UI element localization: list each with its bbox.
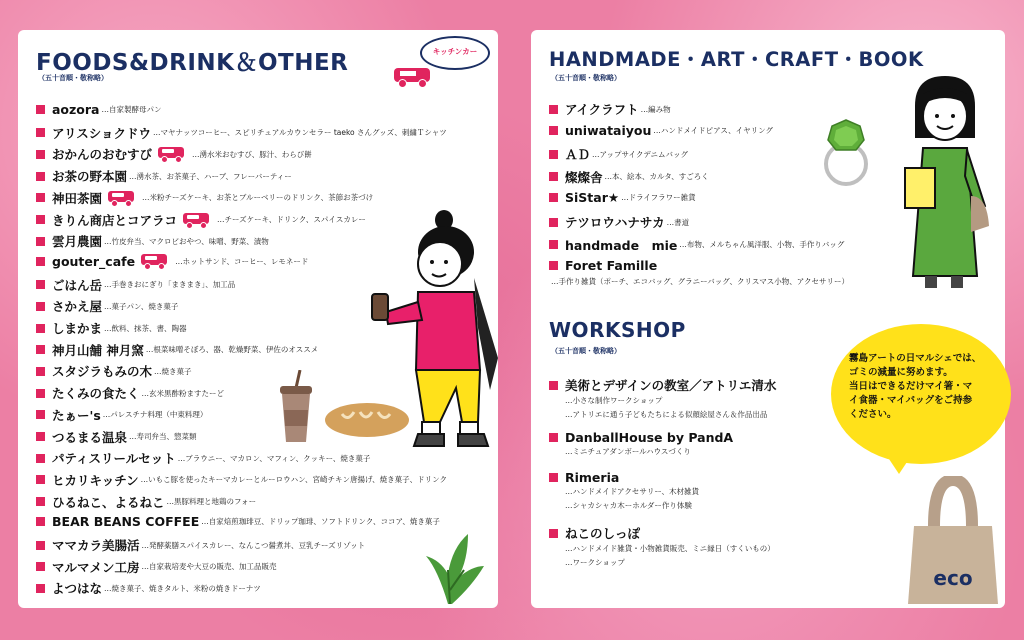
workshop-name: ねこのしっぽ	[565, 526, 641, 541]
vendor-name: よつはな	[52, 581, 103, 597]
bullet-square	[549, 193, 558, 202]
list-item	[36, 428, 197, 446]
vendor-name: ママカラ美腸活	[52, 538, 140, 553]
list-item	[36, 579, 261, 597]
notice-bubble-tail	[887, 456, 911, 474]
bullet-square	[36, 150, 45, 159]
workshop-name: Rimeria	[565, 470, 620, 485]
notice-line: ゴミの減量に努めます。	[849, 367, 953, 378]
list-item	[549, 168, 709, 186]
bullet-square	[549, 126, 558, 135]
list-item	[36, 384, 224, 402]
list-item	[36, 276, 235, 294]
vendor-name: 神月山舗 神月窯	[52, 342, 144, 358]
list-item	[36, 514, 440, 529]
vendor-description: …手巻きおにぎり「まきまき」、加工品	[104, 280, 236, 290]
bullet-square	[36, 172, 45, 181]
kitchen-car-icon	[108, 191, 134, 205]
kitchen-car-icon	[183, 213, 209, 227]
vendor-name: アイクラフト	[565, 102, 639, 117]
vendor-name: ヒカリキッチン	[52, 472, 139, 488]
eco-label: eco	[933, 566, 973, 590]
list-item	[36, 536, 365, 554]
list-item	[36, 232, 269, 250]
kitchen-car-icon	[158, 147, 184, 161]
workshop-header	[549, 524, 775, 542]
vendor-name: スタジラもみの木	[52, 364, 153, 380]
vendor-description: …黒豚料理と地鶏のフォー	[166, 497, 257, 507]
bullet-square	[549, 261, 558, 270]
list-item	[36, 471, 447, 489]
vendor-description: …竹皮弁当、マクロビおやつ、味噌、野菜、漬物	[104, 236, 269, 246]
bullet-square	[36, 280, 45, 289]
bullet-square	[549, 240, 558, 249]
vendor-description: …マヤナッツコーヒー、スピリチュアルカウンセラー taeko さんグッズ、刺繍Ｔシャツ	[153, 128, 447, 138]
spinach-illustration	[418, 530, 488, 606]
vendor-description: …布物、メルちゃん風洋服、小物、手作りバッグ	[679, 240, 845, 250]
vendor-description: …焼き菓子、焼きタルト、米粉の焼きドーナツ	[104, 583, 261, 593]
vendor-name: ごはん岳	[52, 277, 103, 293]
vendor-description: …編み物	[640, 104, 671, 114]
vendor-name: ひるねこ、よるねこ	[52, 494, 165, 510]
vendor-description: …自家栽培麦や大豆の販売、加工品販売	[141, 562, 277, 572]
list-item	[36, 254, 308, 269]
list-item	[36, 362, 192, 380]
vendor-name: マルマメン工房	[52, 559, 140, 575]
vendor-name: ＡＤ	[565, 147, 591, 163]
vendor-description: …チーズケーキ、ドリンク、スパイスカレー	[217, 215, 366, 224]
vendor-description: …自家焙煎珈琲豆、ドリップ珈琲、ソフトドリンク、ココア、焼き菓子	[201, 517, 440, 527]
workshop-header	[549, 376, 776, 394]
workshop-item	[549, 470, 699, 513]
vendor-description: …書道	[666, 217, 690, 227]
girl-with-book-illustration	[895, 76, 991, 296]
vendor-name: gouter_cafe	[52, 253, 136, 269]
vendor-description: …飲料、抹茶、書、陶器	[104, 323, 187, 333]
list-item	[36, 145, 312, 163]
list-item	[549, 213, 689, 231]
handmade-panel	[531, 30, 1005, 608]
vendor-description: …ドライフラワー雑貨	[621, 193, 696, 203]
bullet-square	[36, 410, 45, 419]
bullet-square	[36, 475, 45, 484]
workshop-name: DanballHouse by PandA	[565, 430, 734, 445]
bullet-square	[36, 302, 45, 311]
bullet-square	[36, 324, 45, 333]
vendor-name: さかえ屋	[52, 299, 103, 315]
kitchen-car-bubble	[420, 36, 490, 70]
vendor-description: …ブラウニー、マカロン、マフィン、クッキー、焼き菓子	[177, 453, 371, 463]
list-item	[36, 558, 277, 576]
list-item	[36, 297, 178, 315]
list-item	[36, 493, 256, 511]
vendor-name: Foret Famille	[565, 258, 658, 274]
notice-line: イ食器・マイバッグをご持参	[849, 395, 973, 406]
vendor-description: …寿司弁当、惣菜類	[129, 432, 197, 441]
bullet-square	[36, 562, 45, 571]
bullet-square	[549, 150, 558, 159]
list-item	[36, 102, 162, 117]
vendor-description: …玄米黒酢粉ますたーど	[141, 388, 225, 398]
bullet-square	[549, 529, 558, 538]
handmade-subtitle: （五十音順・敬称略）	[551, 74, 621, 82]
vendor-description: …ハンドメイドピアス、イヤリング	[653, 125, 773, 135]
vendor-name: BEAR BEANS COFFEE	[52, 514, 200, 530]
notice-text	[849, 352, 999, 422]
kitchen-car-bubble-text: キッチンカー	[432, 47, 478, 56]
ring-illustration	[816, 116, 876, 188]
vendor-description: …ホットサンド、コーヒー、レモネード	[175, 256, 309, 266]
vendor-name: 神田茶園	[52, 190, 103, 206]
vendor-description: …米粉チーズケーキ、お茶とブルーベリーのドリンク、茶節お茶づけ	[142, 193, 374, 203]
vendor-name: アリスショクドウ	[52, 125, 152, 141]
notice-line: 当日はできるだけマイ箸・マ	[849, 381, 973, 392]
vendor-name: おかんのおむすび	[52, 147, 153, 163]
vendor-description: …湧水茶、お茶菓子、ハーブ、フレーバーティー	[129, 171, 292, 181]
workshop-header	[549, 470, 699, 485]
bullet-square	[549, 218, 558, 227]
workshop-item	[549, 376, 776, 422]
takeout-cup-illustration	[276, 370, 316, 444]
list-item	[549, 236, 844, 254]
list-item	[36, 124, 447, 142]
vendor-name: パティスリールセット	[52, 451, 176, 467]
bullet-square	[36, 257, 45, 266]
vendor-name: テツロウハナサカ	[565, 215, 665, 230]
bullet-square	[36, 215, 45, 224]
bullet-square	[36, 128, 45, 137]
workshop-item	[549, 430, 733, 459]
workshop-detail: …アトリエに通う子どもたちによる似顔絵屋さん＆作品出品	[565, 410, 768, 419]
food-drink-title: FOODS&DRINK＆OTHER	[36, 50, 349, 76]
bullet-square	[549, 172, 558, 181]
workshop-detail: …ワークショップ	[565, 558, 625, 567]
list-item	[36, 167, 292, 185]
workshop-name: 美術とデザインの教室／アトリエ清水	[565, 378, 777, 393]
bullet-square	[36, 193, 45, 202]
bullet-square	[36, 541, 45, 550]
vendor-name: aozora	[52, 102, 100, 117]
bullet-square	[36, 497, 45, 506]
notice-line: 霧島アートの日マルシェでは、	[849, 353, 982, 364]
vendor-name: handmade mie	[565, 237, 678, 253]
vendor-name: たぁー's	[52, 407, 101, 423]
vendor-name: SiStar★	[565, 190, 620, 206]
list-item	[36, 406, 207, 424]
bullet-square	[36, 389, 45, 398]
notice-line: ください。	[849, 409, 897, 420]
vendor-name: しまかま	[52, 321, 103, 336]
bullet-square	[36, 345, 45, 354]
vendor-name: 燦燦舎	[565, 169, 603, 185]
kitchen-car-icon	[394, 68, 430, 86]
vendor-name: つるまる温泉	[52, 429, 128, 445]
bullet-square	[549, 473, 558, 482]
list-item	[36, 341, 318, 359]
workshop-item	[549, 524, 775, 570]
list-item	[549, 145, 688, 163]
bullet-square	[36, 454, 45, 463]
vendor-name: uniwataiyou	[565, 122, 652, 138]
bullet-square	[36, 237, 45, 246]
bread-illustration	[324, 400, 410, 440]
handmade-title: HANDMADE・ART・CRAFT・BOOK	[549, 48, 924, 71]
workshop-subtitle: （五十音順・敬称略）	[551, 347, 621, 355]
bullet-square	[36, 517, 45, 526]
bullet-square	[36, 584, 45, 593]
list-item	[549, 100, 671, 118]
workshop-detail: …小さな制作ワークショップ	[565, 396, 663, 405]
workshop-detail: …ミニチュアダンボールハウスづくり	[565, 447, 691, 456]
kitchen-car-icon	[141, 254, 167, 268]
vendor-name: お茶の野本園	[52, 169, 128, 185]
vendor-description: …自家製酵母パン	[101, 105, 162, 114]
bullet-square	[549, 105, 558, 114]
bullet-square	[36, 432, 45, 441]
foret-famille-desc: …手作り雑貨（ポーチ、エコバッグ、グラニーバッグ、クリスマス小物、アクセサリー）	[551, 277, 849, 286]
vendor-description: …いもこ豚を使ったキーマカレーとルーロウハン、宮崎チキン唐揚げ、焼き菓子、ドリンク	[140, 475, 448, 485]
vendor-description: …根菜味噌そぼろ、器、乾燥野菜、伊佐のオススメ	[145, 345, 319, 355]
vendor-description: …湧水米おむすび、豚汁、わらび餅	[192, 149, 312, 159]
workshop-title: WORKSHOP	[549, 318, 686, 342]
workshop-detail: …シャカシャカ木ーホルダー作り体験	[565, 501, 692, 510]
vendor-name: たくみの食たく	[52, 386, 140, 402]
food-drink-subtitle: （五十音順・敬称略）	[38, 74, 108, 82]
bullet-square	[549, 433, 558, 442]
list-item	[36, 189, 373, 207]
workshop-detail: …ハンドメイドアクセサリー、木材雑貨	[565, 487, 700, 496]
food-drink-panel	[18, 30, 498, 608]
vendor-description: …アップサイクデニムバッグ	[592, 149, 689, 159]
vendor-description: …焼き菓子	[154, 366, 192, 376]
list-item	[36, 211, 366, 229]
list-item	[549, 258, 657, 273]
list-item	[549, 190, 696, 205]
bullet-square	[36, 105, 45, 114]
vendor-name: きりん商店とコアラコ	[52, 212, 178, 228]
vendor-description: …菓子パン、焼き菓子	[104, 301, 179, 311]
list-item	[549, 123, 773, 138]
vendor-name: 雲月農園	[52, 234, 103, 250]
workshop-header	[549, 430, 733, 445]
vendor-description: …パレスチナ料理（中東料理）	[102, 410, 208, 420]
bullet-square	[549, 381, 558, 390]
vendor-description: …発酵薬膳スパイスカレー、なんこつ醤煮丼、豆乳チーズリゾット	[141, 540, 366, 550]
list-item	[36, 449, 370, 467]
list-item	[36, 319, 187, 337]
workshop-detail: …ハンドメイド雑貨・小物雑貨販売、ミニ縁日（すくいもの）	[565, 544, 775, 553]
vendor-description: …本、絵本、カルタ、すごろく	[604, 172, 709, 182]
bullet-square	[36, 367, 45, 376]
